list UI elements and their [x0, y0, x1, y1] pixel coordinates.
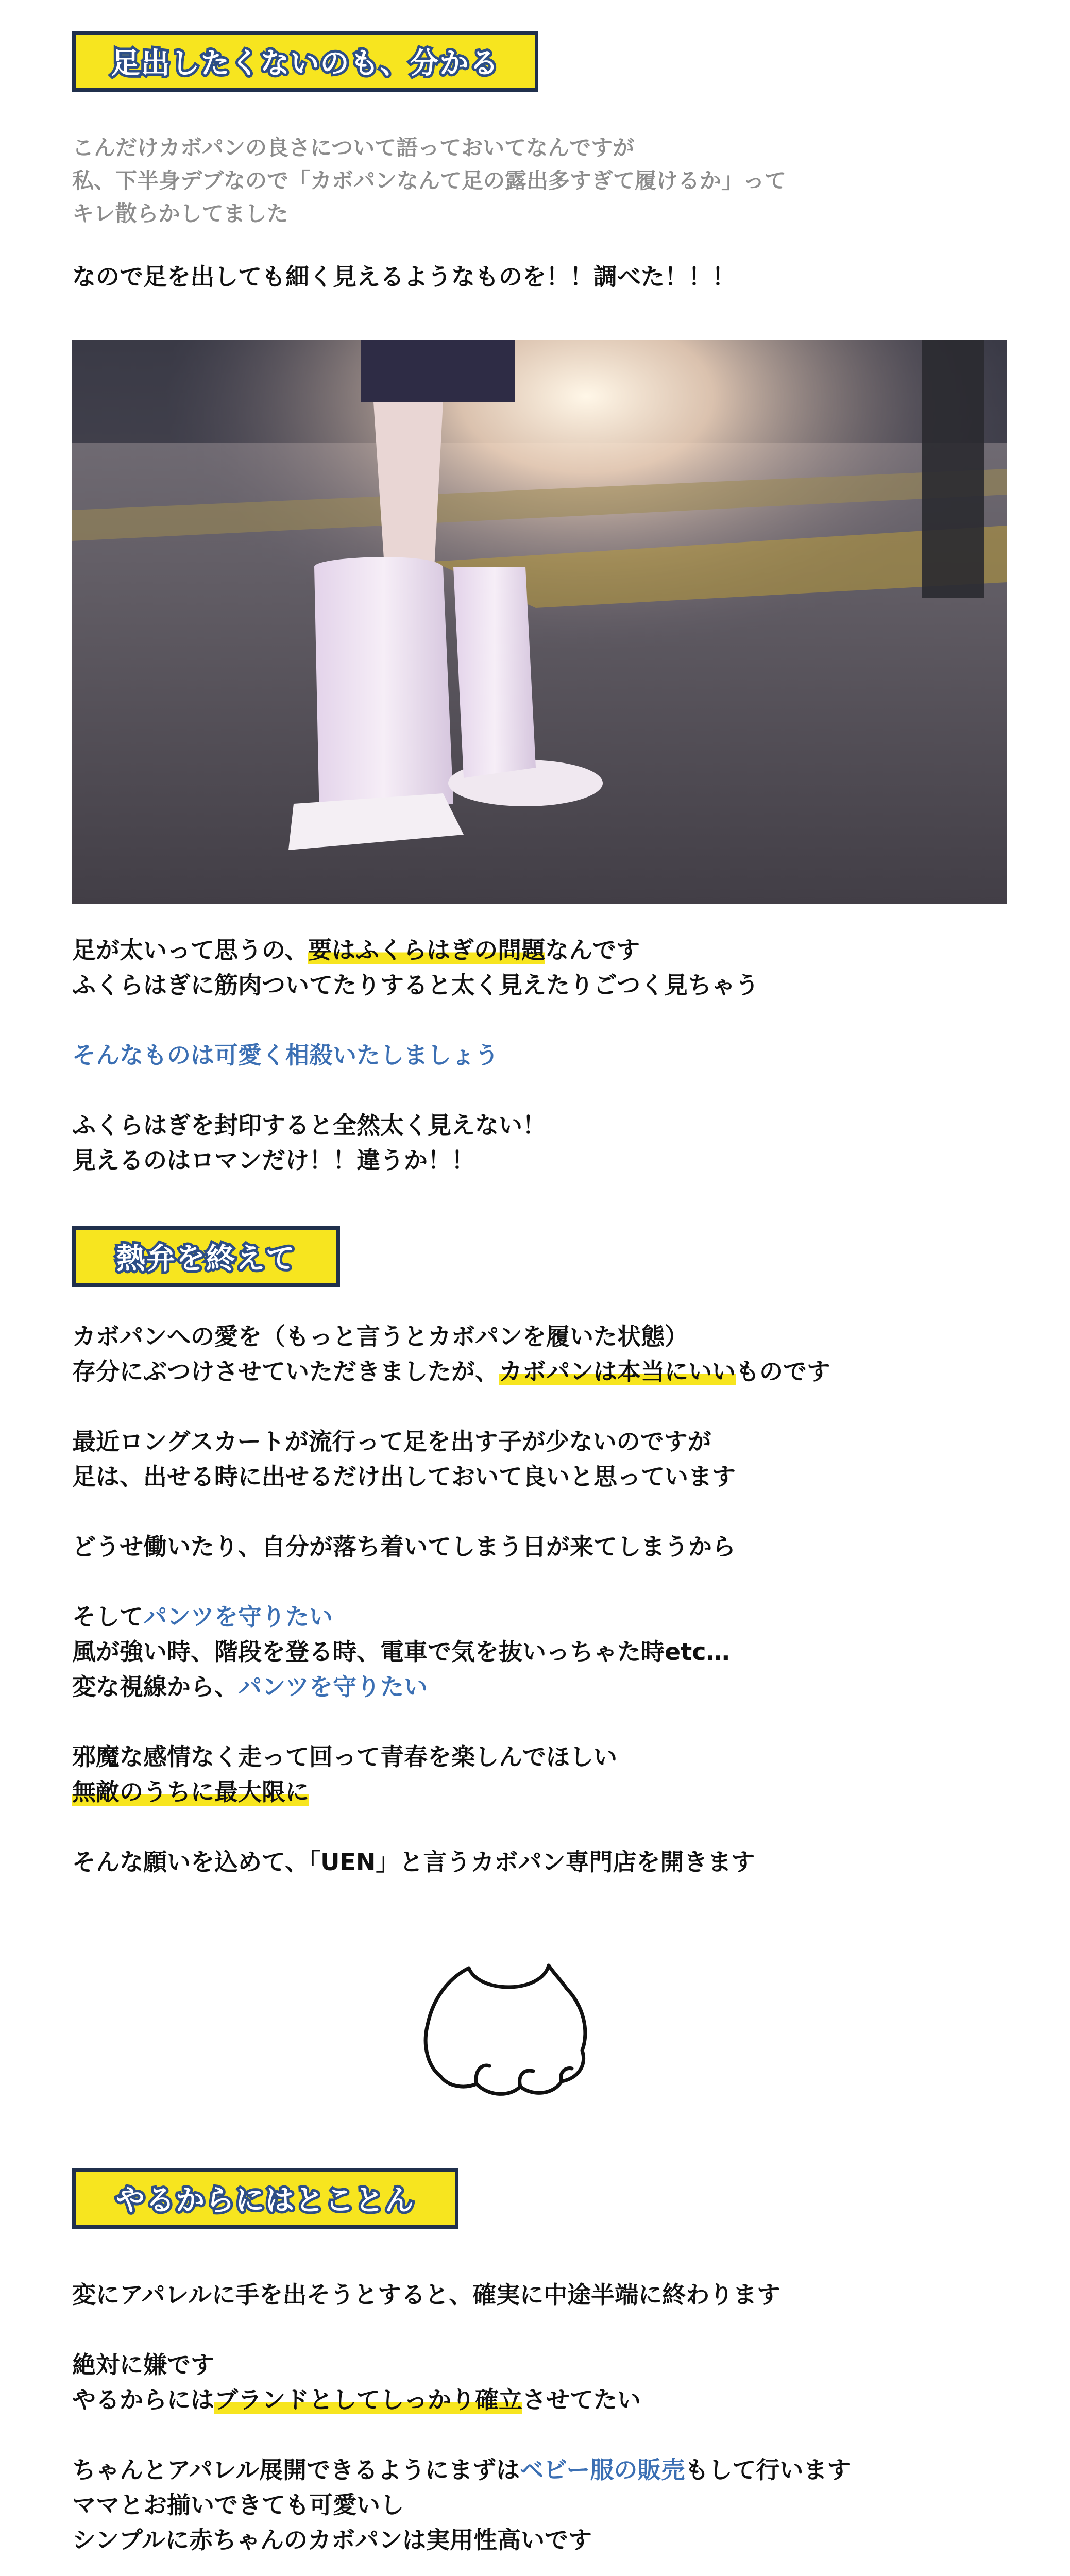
s3-line-3-highlight: ブランドとしてしっかり確立	[214, 2386, 522, 2414]
intro-line-1: こんだけカボパンの良さについて語っておいてなんですが	[72, 135, 635, 160]
body-line-1-b: なんです	[545, 936, 640, 964]
lead-line: なので足を出しても細く見えるようなものを！！調べた！！！	[72, 263, 736, 291]
section-heading-2-text: 熱弁を終えて	[116, 1242, 296, 1276]
section-heading-3	[72, 2168, 458, 2229]
s2-line-7: 風が強い時、階段を登る時、電車で気を抜いっちゃた時etc…	[72, 1638, 730, 1666]
body-line-4: 見えるのはロマンだけ！！違うか！！	[72, 1146, 475, 1174]
s2-line-10	[72, 1774, 1015, 1809]
section-2-body	[72, 1319, 1015, 1879]
s2-line-10-highlight: 無敵のうちに最大限に	[72, 1778, 309, 1806]
body-line-2: ふくらはぎに筋肉ついてたりすると太く見えたりごつく見ちゃう	[72, 971, 759, 999]
body-line-1-highlight: 要はふくらはぎの問題	[308, 936, 546, 964]
s2-line-9: 邪魔な感情なく走って回って青春を楽しんでほしい	[72, 1743, 617, 1771]
s2-line-1: カボパンへの愛を（もっと言うとカボパンを履いた状態）	[72, 1323, 688, 1350]
s2-line-2-b: ものです	[736, 1358, 830, 1385]
section-1-body	[72, 933, 1015, 1178]
section-heading-1-text: 足出したくないのも、分かる	[111, 47, 500, 80]
s2-line-2-highlight: カボパンは本当にいい	[499, 1358, 736, 1385]
intro-line-2: 私、下半身デブなので「カボパンなんて足の露出多すぎて履けるか」って	[72, 168, 787, 193]
s2-line-11: そんな願いを込めて、「UEN」と言うカボパン専門店を開きます	[72, 1848, 755, 1876]
s3-line-3-b: させてたい	[522, 2386, 641, 2414]
s3-line-4-b: もして行います	[685, 2456, 851, 2484]
s2-line-8-a: 変な視線から、	[72, 1673, 238, 1701]
s2-line-8-blue: パンツを守りたい	[238, 1673, 428, 1701]
s2-line-2	[72, 1354, 1015, 1389]
s3-line-5: ママとお揃いできても可愛いし	[72, 2491, 404, 2519]
s3-line-4-blue: ベビー服の販売	[520, 2456, 685, 2484]
kabopan-mascot-illustration	[412, 1947, 629, 2117]
s3-line-4-a: ちゃんとアパレル展開できるようにまずは	[72, 2456, 520, 2484]
intro-line-3: キレ散らかしてました	[72, 201, 288, 226]
s2-line-8	[72, 1669, 1015, 1704]
s2-line-2-a: 存分にぶつけさせていただきましたが、	[72, 1358, 499, 1385]
section-1-intro	[72, 131, 1015, 294]
s2-line-6	[72, 1599, 1015, 1634]
section-heading-3-text: やるからにはとことん	[116, 2184, 415, 2217]
section-3-body	[72, 2277, 1015, 2576]
s3-line-1: 変にアパレルに手を出そうとすると、確実に中途半端に終わります	[72, 2281, 781, 2309]
s2-line-5: どうせ働いたり、自分が落ち着いてしまう日が来てしまうから	[72, 1533, 736, 1561]
blue-statement: そんなものは可愛く相殺いたしましょう	[72, 1041, 499, 1069]
s3-line-6: シンプルに赤ちゃんのカボパンは実用性高いです	[72, 2526, 592, 2554]
s3-line-2: 絶対に嫌です	[72, 2351, 214, 2379]
s3-line-4	[72, 2452, 1015, 2487]
s3-line-3-a: やるからには	[72, 2386, 214, 2414]
s2-line-6-a: そして	[72, 1603, 143, 1631]
street-legwarmers-photo	[72, 340, 1007, 904]
section-heading-2	[72, 1226, 340, 1287]
s2-line-3: 最近ロングスカートが流行って足を出す子が少ないのですが	[72, 1428, 711, 1455]
section-heading-1	[72, 31, 538, 92]
body-line-1-a: 足が太いって思うの、	[72, 936, 309, 964]
body-line-3: ふくらはぎを封印すると全然太く見えない！	[72, 1111, 546, 1139]
s2-line-4: 足は、出せる時に出せるだけ出しておいて良いと思っています	[72, 1463, 736, 1490]
s2-line-6-blue: パンツを守りたい	[143, 1603, 333, 1631]
s3-line-3	[72, 2382, 1015, 2417]
body-line-1	[72, 933, 1015, 968]
